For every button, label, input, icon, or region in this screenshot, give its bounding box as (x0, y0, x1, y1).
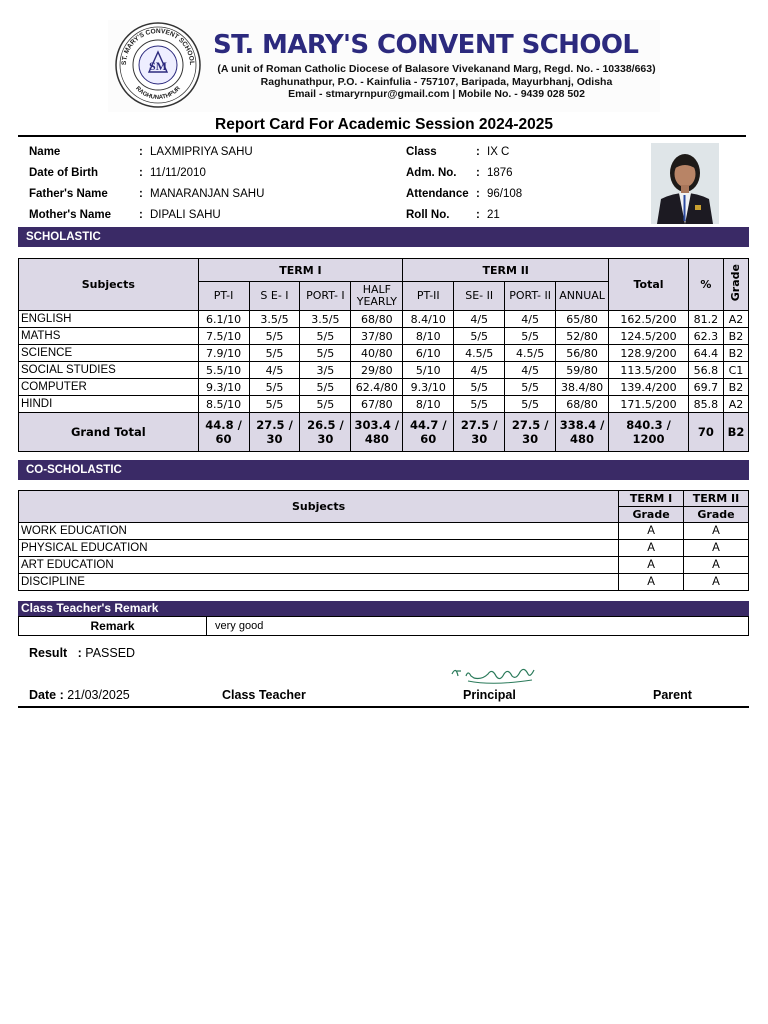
mark-total: 128.9/200 (609, 345, 689, 362)
mark-port1: 5/5 (300, 396, 351, 413)
scholastic-table (18, 258, 749, 452)
subject-name: COMPUTER (19, 379, 199, 396)
parent-label: Parent (653, 688, 692, 702)
table-row (19, 540, 749, 557)
student-info-right (406, 142, 646, 226)
mark-annual: 68/80 (556, 396, 609, 413)
info-colon: : (476, 167, 480, 179)
co-subject-name: PHYSICAL EDUCATION (19, 540, 619, 557)
subject-name: HINDI (19, 396, 199, 413)
grand-total-pct: 70 (688, 413, 723, 452)
grade-header-text: Grade (729, 264, 743, 302)
co-subject-name: WORK EDUCATION (19, 523, 619, 540)
grand-total-hy (351, 413, 403, 452)
table-row (19, 574, 749, 591)
logo-bottom-text: RAGHUNATHPUR (134, 85, 182, 102)
student-photo (651, 143, 719, 224)
mark-port1: 3.5/5 (300, 311, 351, 328)
mark-pt1: 6.1/10 (198, 311, 249, 328)
mark-se2: 5/5 (454, 328, 505, 345)
mark-port2: 4.5/5 (505, 345, 556, 362)
mark-pt1: 8.5/10 (198, 396, 249, 413)
pt2-header: PT-II (403, 282, 454, 311)
mark-pt2: 8.4/10 (403, 311, 454, 328)
mark-annual: 59/80 (556, 362, 609, 379)
info-colon: : (139, 209, 143, 221)
se1-header: S E- I (249, 282, 300, 311)
result-label: Result (29, 646, 68, 660)
date-value: 21/03/2025 (67, 688, 130, 702)
annual-header: ANNUAL (556, 282, 609, 311)
se2-header: SE- II (454, 282, 505, 311)
half-yearly-line1: HALF (362, 283, 391, 296)
table-row (19, 328, 749, 345)
grand-total-annual-line2: 480 (570, 432, 595, 446)
co-term1-grade: A (619, 557, 684, 574)
scholastic-header-row (19, 259, 749, 282)
class-teacher-label: Class Teacher (222, 688, 306, 702)
date-of-birth: 11/11/2010 (150, 167, 206, 179)
grand-total-grade: B2 (723, 413, 748, 452)
mark-total: 139.4/200 (609, 379, 689, 396)
mark-pct: 56.8 (688, 362, 723, 379)
grand-total-pt2-line2: 60 (420, 432, 437, 446)
mark-port1: 5/5 (300, 379, 351, 396)
mobile-label: Mobile No. (458, 88, 512, 100)
mark-port2: 5/5 (505, 379, 556, 396)
mark-hy: 68/80 (351, 311, 403, 328)
mark-total: 124.5/200 (609, 328, 689, 345)
mark-se1: 4/5 (249, 362, 300, 379)
grand-total-port2-line2: 30 (522, 432, 539, 446)
mark-grade: B2 (723, 379, 748, 396)
info-label: Mother's Name (29, 209, 111, 221)
grand-total-pt2 (403, 413, 454, 452)
table-row (19, 396, 749, 413)
info-row-roll (406, 205, 646, 226)
mark-pct: 85.8 (688, 396, 723, 413)
mark-pt1: 9.3/10 (198, 379, 249, 396)
footer-divider (18, 706, 749, 708)
mark-se1: 3.5/5 (249, 311, 300, 328)
info-colon: : (476, 209, 480, 221)
term1-header: TERM I (198, 259, 403, 282)
svg-text:SM: SM (149, 59, 167, 73)
info-label: Father's Name (29, 188, 108, 200)
info-label: Date of Birth (29, 167, 98, 179)
remark-label: Remark (19, 617, 207, 636)
grand-total-hy-line2: 480 (364, 432, 389, 446)
result-line (29, 646, 135, 660)
co-subject-name: ART EDUCATION (19, 557, 619, 574)
mark-se2: 5/5 (454, 396, 505, 413)
info-colon: : (476, 188, 480, 200)
grand-total-pt2-line1: 44.7 / (409, 418, 447, 432)
info-row-attendance (406, 184, 646, 205)
date-label: Date (29, 688, 57, 702)
mark-pct: 81.2 (688, 311, 723, 328)
subject-name: SOCIAL STUDIES (19, 362, 199, 379)
info-row-class (406, 142, 646, 163)
table-row (19, 523, 749, 540)
grand-total-se1-line1: 27.5 / (256, 418, 293, 432)
mark-hy: 67/80 (351, 396, 403, 413)
coscholastic-table (18, 490, 749, 591)
roll-number: 21 (487, 209, 500, 221)
grand-total-port1 (300, 413, 351, 452)
remark-band: Class Teacher's Remark (18, 601, 749, 616)
school-affiliation: (A unit of Roman Catholic Diocese of Balasore Vivekanand Marg, Regd. No. - 10338/663) (217, 63, 656, 75)
mark-se1: 5/5 (249, 328, 300, 345)
logo-top-text: ST. MARY'S CONVENT SCHOOL (120, 27, 196, 66)
mark-grade: B2 (723, 345, 748, 362)
footer-date: Date : 21/03/2025 (29, 688, 130, 702)
mark-hy: 37/80 (351, 328, 403, 345)
coscholastic-header-row (19, 491, 749, 507)
co-term2-header: TERM II (684, 491, 749, 507)
co-term2-grade: A (684, 557, 749, 574)
email-label: Email (288, 88, 317, 100)
half-yearly-line2: YEARLY (356, 295, 397, 308)
port1-header: PORT- I (300, 282, 351, 311)
mark-pct: 64.4 (688, 345, 723, 362)
percent-header: % (688, 259, 723, 311)
grand-total-hy-line1: 303.4 / (354, 418, 400, 432)
title-divider (18, 135, 746, 137)
info-label: Roll No. (406, 209, 450, 221)
mark-se2: 4.5/5 (454, 345, 505, 362)
co-term1-header: TERM I (619, 491, 684, 507)
co-term2-grade: A (684, 574, 749, 591)
grand-total-pt1-line1: 44.8 / (205, 418, 242, 432)
mark-grade: A2 (723, 311, 748, 328)
table-row (19, 362, 749, 379)
co-subjects-header: Subjects (19, 491, 619, 523)
student-name: LAXMIPRIYA SAHU (150, 146, 253, 158)
info-colon: : (476, 146, 480, 158)
school-header (108, 20, 660, 112)
mark-annual: 38.4/80 (556, 379, 609, 396)
grand-total-se1 (249, 413, 300, 452)
mark-grade: B2 (723, 328, 748, 345)
grand-total-port2-line1: 27.5 / (511, 418, 549, 432)
info-row-adm (406, 163, 646, 184)
mark-pt1: 7.9/10 (198, 345, 249, 362)
mark-se1: 5/5 (249, 379, 300, 396)
info-row-dob (29, 163, 369, 184)
grade-header (723, 259, 748, 311)
result-value: PASSED (85, 646, 136, 660)
mark-hy: 62.4/80 (351, 379, 403, 396)
info-colon: : (139, 146, 143, 158)
port2-header: PORT- II (505, 282, 556, 311)
grand-total-annual-line1: 338.4 / (559, 418, 605, 432)
remark-row (19, 617, 749, 636)
mark-pt2: 5/10 (403, 362, 454, 379)
info-row-mother (29, 205, 369, 226)
info-label: Class (406, 146, 437, 158)
mark-port2: 5/5 (505, 328, 556, 345)
email-value: stmaryrnpur@gmail.com (325, 88, 450, 100)
mark-port1: 3/5 (300, 362, 351, 379)
admission-number: 1876 (487, 167, 513, 179)
grand-total-pt1-line2: 60 (215, 432, 232, 446)
info-row-name (29, 142, 369, 163)
mark-pt2: 9.3/10 (403, 379, 454, 396)
grand-total-port2 (505, 413, 556, 452)
grand-total-port1-line1: 26.5 / (307, 418, 344, 432)
mark-se1: 5/5 (249, 345, 300, 362)
subject-name: SCIENCE (19, 345, 199, 362)
info-label: Attendance (406, 188, 469, 200)
mark-total: 171.5/200 (609, 396, 689, 413)
mark-pt1: 7.5/10 (198, 328, 249, 345)
co-term2-grade: A (684, 523, 749, 540)
table-row (19, 311, 749, 328)
mark-se2: 5/5 (454, 379, 505, 396)
principal-signature (448, 662, 538, 690)
grand-total-se1-line2: 30 (266, 432, 283, 446)
mark-port2: 4/5 (505, 311, 556, 328)
mark-se2: 4/5 (454, 311, 505, 328)
half-yearly-header (351, 282, 403, 311)
mark-annual: 65/80 (556, 311, 609, 328)
grand-total-se2 (454, 413, 505, 452)
attendance-value: 96/108 (487, 188, 523, 200)
table-row (19, 345, 749, 362)
mobile-value: 9439 028 502 (520, 88, 585, 100)
table-row (19, 557, 749, 574)
grand-total-row (19, 413, 749, 452)
coscholastic-band: CO-SCHOLASTIC (18, 460, 749, 480)
mark-pct: 69.7 (688, 379, 723, 396)
remark-table (18, 616, 749, 636)
mark-total: 162.5/200 (609, 311, 689, 328)
co-grade2-header: Grade (684, 507, 749, 523)
mark-se1: 5/5 (249, 396, 300, 413)
table-row (19, 379, 749, 396)
co-term1-grade: A (619, 540, 684, 557)
mark-annual: 56/80 (556, 345, 609, 362)
subject-name: ENGLISH (19, 311, 199, 328)
mark-se2: 4/5 (454, 362, 505, 379)
result-colon: : (77, 646, 82, 660)
principal-label: Principal (463, 688, 516, 702)
info-colon: : (139, 188, 143, 200)
mark-grade: A2 (723, 396, 748, 413)
mark-port1: 5/5 (300, 345, 351, 362)
class-value: IX C (487, 146, 510, 158)
info-colon: : (139, 167, 143, 179)
info-label: Name (29, 146, 61, 158)
subject-name: MATHS (19, 328, 199, 345)
mark-hy: 40/80 (351, 345, 403, 362)
mark-hy: 29/80 (351, 362, 403, 379)
term2-header: TERM II (403, 259, 609, 282)
student-info-left (29, 142, 369, 226)
mark-annual: 52/80 (556, 328, 609, 345)
mark-pct: 62.3 (688, 328, 723, 345)
remark-value: very good (207, 617, 749, 636)
mark-port2: 4/5 (505, 362, 556, 379)
co-term2-grade: A (684, 540, 749, 557)
info-label: Adm. No. (406, 167, 457, 179)
co-subject-name: DISCIPLINE (19, 574, 619, 591)
school-contact: Email - stmaryrnpur@gmail.com | Mobile No. - 9439 028 502 (288, 88, 585, 100)
co-grade1-header: Grade (619, 507, 684, 523)
grand-total-se2-line1: 27.5 / (460, 418, 498, 432)
grand-total-label: Grand Total (19, 413, 199, 452)
mother-name: DIPALI SAHU (150, 209, 221, 221)
grand-total-annual (556, 413, 609, 452)
info-row-father (29, 184, 369, 205)
school-address: Raghunathpur, P.O. - Kainfulia - 757107, Baripada, Mayurbhanj, Odisha (260, 76, 613, 88)
mark-pt2: 8/10 (403, 396, 454, 413)
grand-total-port1-line2: 30 (317, 432, 334, 446)
mark-total: 113.5/200 (609, 362, 689, 379)
school-logo (113, 22, 203, 108)
grand-total-se2-line2: 30 (471, 432, 488, 446)
school-name: ST. MARY'S CONVENT SCHOOL (213, 30, 639, 60)
grand-total-pt1 (198, 413, 249, 452)
grand-total-total: 840.3 / 1200 (609, 413, 689, 452)
pt1-header: PT-I (198, 282, 249, 311)
mark-port2: 5/5 (505, 396, 556, 413)
mark-port1: 5/5 (300, 328, 351, 345)
mark-grade: C1 (723, 362, 748, 379)
mark-pt1: 5.5/10 (198, 362, 249, 379)
scholastic-band: SCHOLASTIC (18, 227, 749, 247)
subjects-header: Subjects (19, 259, 199, 311)
co-term1-grade: A (619, 523, 684, 540)
mark-pt2: 6/10 (403, 345, 454, 362)
father-name: MANARANJAN SAHU (150, 188, 265, 200)
total-header: Total (609, 259, 689, 311)
co-term1-grade: A (619, 574, 684, 591)
report-title: Report Card For Academic Session 2024-2025 (215, 116, 553, 133)
mark-pt2: 8/10 (403, 328, 454, 345)
